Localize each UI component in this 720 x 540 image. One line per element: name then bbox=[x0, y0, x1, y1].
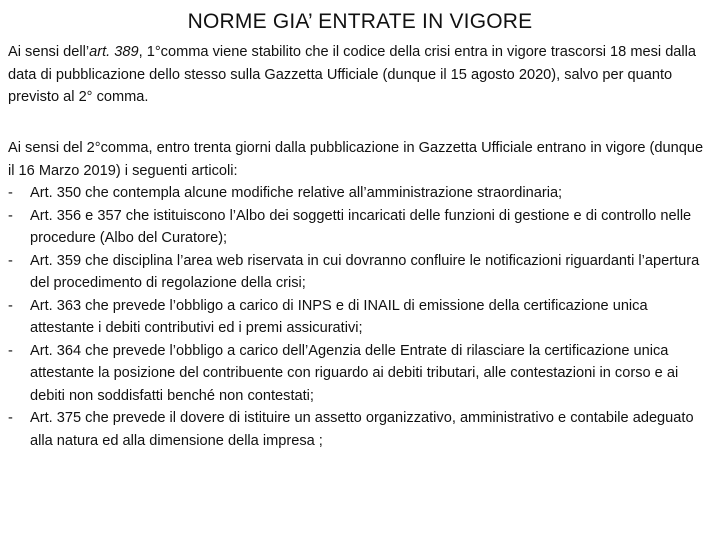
list-item-text: Art. 364 che prevede l’obbligo a carico dell’Agenzia delle Entrate di rilasciare la certificazione unica attestante la posizione del contribuente con riguardo ai debiti tributari, alle contestazioni in corso e ai debiti non soddisfatti benché non contestati; bbox=[30, 342, 679, 404]
paragraph1-prefix: Ai sensi dell’ bbox=[8, 44, 90, 60]
bullet-dash: - bbox=[8, 342, 13, 359]
article-reference: art. 389 bbox=[89, 44, 139, 60]
list-item bbox=[8, 295, 712, 340]
paragraph1-text: , 1°comma viene stabilito che il codice della crisi entra in vigore trascorsi 18 mesi dalla data di pubblicazione dello stesso sulla Gazzetta Ufficiale (dunque il 15 agosto 2020), salvo per quanto previsto al 2° comma. bbox=[8, 44, 697, 105]
articles-list bbox=[8, 182, 712, 452]
bullet-dash: - bbox=[8, 252, 13, 269]
list-item-text: Art. 359 che disciplina l’area web riservata in cui dovranno confluire le notificazioni riguardanti l’apertura del procedimento di regolazione della crisi; bbox=[30, 252, 700, 291]
list-item-text: Art. 375 che prevede il dovere di istituire un assetto organizzativo, amministrativo e contabile adeguato alla natura ed alla dimensione della impresa ; bbox=[30, 410, 694, 449]
bullet-dash: - bbox=[8, 410, 13, 426]
list-item-text: Art. 363 che prevede l’obbligo a carico di INPS e di INAIL di emissione della certificazione unica attestante i debiti contributivi ed i premi assicurativi; bbox=[30, 297, 648, 336]
list-item bbox=[8, 205, 712, 250]
paragraph-vigore-general bbox=[8, 41, 712, 109]
list-item-text: Art. 356 e 357 che istituiscono l’Albo dei soggetti incaricati delle funzioni di gestione e di controllo nelle procedure (Albo del Curatore); bbox=[30, 207, 692, 246]
slide-title: NORME GIA’ ENTRATE IN VIGORE bbox=[187, 10, 533, 33]
list-item-text: Art. 350 che contempla alcune modifiche relative all’amministrazione straordinaria; bbox=[30, 185, 563, 201]
paragraph2-intro: Ai sensi del 2°comma, entro trenta giorni dalla pubblicazione in Gazzetta Ufficiale entrano in vigore (dunque il 16 Marzo 2019) i seguenti articoli: bbox=[8, 140, 704, 179]
bullet-dash: - bbox=[8, 207, 13, 224]
list-item bbox=[8, 407, 712, 452]
bullet-dash: - bbox=[8, 185, 13, 201]
bullet-dash: - bbox=[8, 297, 13, 314]
list-item bbox=[8, 340, 712, 408]
list-item bbox=[8, 182, 712, 205]
list-item bbox=[8, 250, 712, 295]
paragraph-vigore-anticipata bbox=[8, 137, 712, 452]
